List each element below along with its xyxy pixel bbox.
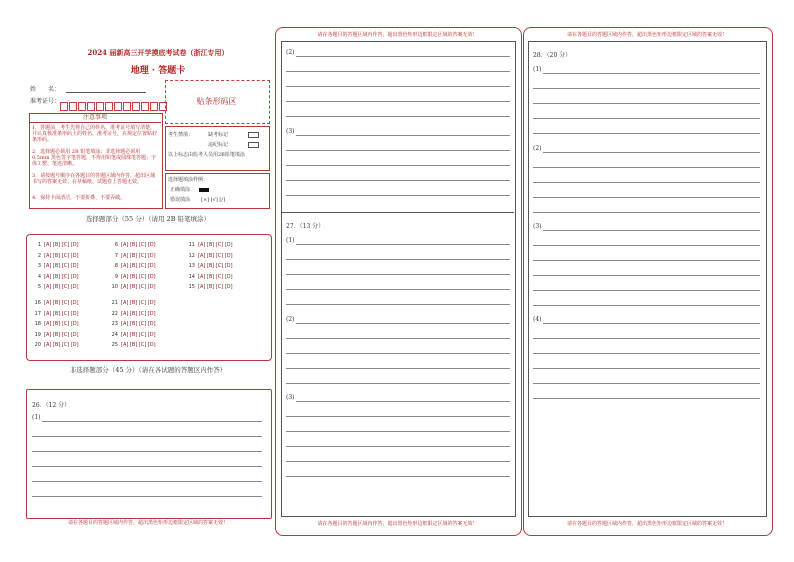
- choice-number: 23: [111, 321, 118, 327]
- choice-options[interactable]: [A] [B] [C] [D]: [44, 263, 79, 269]
- choice-number: 13: [188, 263, 195, 269]
- answer-line[interactable]: [286, 383, 510, 384]
- choice-number: 3: [37, 263, 41, 269]
- q28-part2: (2): [533, 145, 542, 152]
- choice-row[interactable]: [109, 242, 156, 248]
- violation-label: 违纪标记: [208, 142, 229, 148]
- absent-checkbox[interactable]: [248, 132, 259, 138]
- choice-number: 5: [37, 284, 41, 290]
- choice-row[interactable]: [109, 253, 156, 259]
- choice-row[interactable]: [186, 253, 233, 259]
- choice-number: 9: [114, 273, 118, 280]
- answer-line[interactable]: [533, 383, 760, 384]
- answer-line[interactable]: [286, 165, 510, 166]
- answer-line[interactable]: [286, 476, 510, 477]
- choice-options[interactable]: [A] [B] [C] [D]: [198, 263, 233, 269]
- choice-row[interactable]: [109, 300, 156, 306]
- choice-row[interactable]: [109, 342, 156, 348]
- choice-number: 16: [34, 300, 41, 306]
- fill-example-title: 选择题填涂样例：: [168, 177, 209, 183]
- answer-line[interactable]: [286, 274, 510, 275]
- answer-line[interactable]: [286, 259, 510, 260]
- choice-number: 22: [111, 310, 118, 317]
- violation-checkbox[interactable]: [248, 142, 259, 148]
- choice-number: 1: [37, 242, 41, 248]
- choice-options[interactable]: [A] [B] [C] [D]: [121, 252, 156, 259]
- choice-options[interactable]: [A] [B] [C] [D]: [121, 242, 156, 248]
- answer-line[interactable]: [543, 73, 760, 74]
- q27-part1: (1): [286, 237, 295, 244]
- answer-line[interactable]: [296, 56, 510, 57]
- answer-line[interactable]: [533, 245, 760, 246]
- name-field[interactable]: [66, 92, 146, 93]
- choice-row[interactable]: [186, 274, 233, 280]
- choice-row[interactable]: [32, 263, 79, 269]
- notice-title: 注意事项: [29, 114, 161, 123]
- choice-number: 2: [37, 252, 41, 259]
- answer-line[interactable]: [533, 398, 760, 399]
- choice-row[interactable]: [186, 263, 233, 269]
- footer-warning: 请在各题目的答题区域内作答，超出黑色矩形边框限定区域的答案无效！: [566, 521, 727, 527]
- nonchoice-section-title: 非选择题部分（45 分）（请在各试题的答题区内作答）: [69, 366, 227, 374]
- answer-line[interactable]: [32, 466, 262, 467]
- q27-part2: (2): [286, 316, 295, 323]
- choice-number: 6: [114, 242, 118, 248]
- answer-line[interactable]: [286, 86, 510, 87]
- choice-row[interactable]: [109, 311, 156, 317]
- answer-line[interactable]: [286, 101, 510, 102]
- status-note: 以上标志由监考人员用2B铅笔填涂: [168, 152, 245, 158]
- footer-warning: 请在各题目的答题区域内作答，超出黑色矩形边框限定区域的答案无效！: [317, 521, 478, 527]
- wrong-fill-marks: [×] [√] [/]: [201, 197, 225, 203]
- correct-fill-label: 正确填涂: [170, 187, 191, 193]
- choice-number: 14: [188, 273, 195, 280]
- wrong-fill-label: 错误填涂: [170, 197, 191, 203]
- choice-options[interactable]: [A] [B] [C] [D]: [44, 342, 79, 348]
- choice-options[interactable]: [A] [B] [C] [D]: [44, 252, 79, 259]
- answer-line[interactable]: [296, 244, 510, 245]
- answer-line[interactable]: [286, 116, 510, 117]
- answer-line[interactable]: [286, 461, 510, 462]
- choice-number: 7: [114, 252, 118, 259]
- answer-line[interactable]: [533, 305, 760, 306]
- choice-row[interactable]: [109, 321, 156, 327]
- answer-line[interactable]: [296, 401, 510, 402]
- choice-options[interactable]: [A] [B] [C] [D]: [121, 310, 156, 317]
- q28-part1: (1): [533, 66, 542, 73]
- choice-row[interactable]: [186, 284, 233, 290]
- col2-part3: (3): [286, 128, 295, 135]
- choice-row[interactable]: [32, 253, 79, 259]
- choice-row[interactable]: [32, 332, 79, 338]
- choice-row[interactable]: [32, 284, 79, 290]
- name-label: 姓 名：: [30, 86, 61, 93]
- answer-line[interactable]: [286, 446, 510, 447]
- exam-title: 2024 届新高三开学摸底考试卷（浙江专用）: [87, 48, 229, 57]
- answer-line[interactable]: [286, 338, 510, 339]
- choice-number: 10: [111, 284, 118, 290]
- answer-line[interactable]: [533, 212, 760, 213]
- answer-line[interactable]: [32, 436, 262, 437]
- notice-item: 1．答题前，考生先将自己的姓名、准考证号填写清楚，并认真核准条形码上的姓名、准考证号，在规定位置贴好条形码。: [32, 125, 158, 143]
- answer-line[interactable]: [533, 260, 760, 261]
- answer-line[interactable]: [42, 421, 262, 422]
- answer-line[interactable]: [286, 180, 510, 181]
- answer-line[interactable]: [533, 103, 760, 104]
- choice-row[interactable]: [109, 332, 156, 338]
- notice-item: 3．请按题号顺序在各题目的答题区域内作答，超出区域书写的答案无效；在草稿纸、试题卷上答题无效。: [32, 173, 156, 185]
- answer-line[interactable]: [533, 368, 760, 369]
- answer-line[interactable]: [296, 323, 510, 324]
- choice-section-title: 选择题部分（55 分）（请用 2B 铅笔填涂）: [85, 215, 211, 223]
- choice-options[interactable]: [A] [B] [C] [D]: [44, 310, 79, 317]
- answer-line[interactable]: [533, 182, 760, 183]
- choice-options[interactable]: [A] [B] [C] [D]: [121, 300, 156, 306]
- answer-line[interactable]: [296, 135, 510, 136]
- notice-item: 4．保持卡面清洁，不要折叠、不要弄破。: [32, 195, 126, 201]
- header-warning: 请在各题目的答题区域内作答，超出黑色矩形边框限定区域的答案无效！: [566, 32, 727, 38]
- absent-label: 缺考标记: [208, 132, 229, 138]
- choice-row[interactable]: [32, 311, 79, 317]
- choice-row[interactable]: [109, 263, 156, 269]
- choice-row[interactable]: [32, 242, 79, 248]
- answer-line[interactable]: [286, 368, 510, 369]
- choice-number: 18: [34, 321, 41, 327]
- answer-line[interactable]: [286, 195, 510, 196]
- choice-number: 19: [34, 331, 41, 338]
- choice-options[interactable]: [A] [B] [C] [D]: [44, 242, 79, 248]
- choice-options[interactable]: [A] [B] [C] [D]: [121, 321, 156, 327]
- choice-number: 4: [37, 273, 41, 280]
- answer-line[interactable]: [32, 451, 262, 452]
- status-label: 考生禁填：: [168, 132, 194, 138]
- choice-options[interactable]: [A] [B] [C] [D]: [121, 342, 156, 348]
- choice-row[interactable]: [186, 242, 233, 248]
- choice-options[interactable]: [A] [B] [C] [D]: [44, 300, 79, 306]
- q27-part3: (3): [286, 394, 295, 401]
- choice-number: 25: [111, 342, 118, 348]
- barcode-label: 贴条形码区: [196, 97, 237, 106]
- choice-options[interactable]: [A] [B] [C] [D]: [121, 284, 156, 290]
- choice-options[interactable]: [A] [B] [C] [D]: [121, 331, 156, 338]
- choice-number: 24: [111, 331, 118, 338]
- answer-line[interactable]: [286, 304, 510, 305]
- answer-line[interactable]: [533, 88, 760, 89]
- answer-line[interactable]: [533, 290, 760, 291]
- notice-item: 2．选择题必须用 2B 铅笔填涂；非选择题必须用 0.5mm 黑色签字笔答题，不得用铅笔或圆珠笔答题；字体工整、笔迹清晰。: [32, 149, 157, 167]
- answer-line[interactable]: [533, 133, 760, 134]
- choice-number: 8: [114, 263, 118, 269]
- q26-part1: (1): [32, 414, 41, 421]
- answer-line[interactable]: [32, 496, 262, 497]
- correct-fill-mark: [199, 188, 209, 192]
- q28-part4: (4): [533, 316, 542, 323]
- column3-inner: [528, 41, 767, 517]
- choice-row[interactable]: [32, 300, 79, 306]
- answer-line[interactable]: [543, 323, 760, 324]
- choice-row[interactable]: [109, 274, 156, 280]
- q26-title: 26．（12 分）: [32, 402, 71, 409]
- answer-line[interactable]: [286, 416, 510, 417]
- answer-line[interactable]: [543, 152, 760, 153]
- choice-options[interactable]: [A] [B] [C] [D]: [198, 252, 233, 259]
- choice-options[interactable]: [A] [B] [C] [D]: [198, 273, 233, 280]
- choice-number: 15: [188, 284, 195, 290]
- subject-title: 地理 · 答题卡: [130, 66, 186, 76]
- answer-line[interactable]: [286, 289, 510, 290]
- answer-line[interactable]: [286, 71, 510, 72]
- choice-number: 21: [111, 300, 118, 306]
- answer-line[interactable]: [533, 167, 760, 168]
- answer-line[interactable]: [533, 338, 760, 339]
- choice-row[interactable]: [109, 284, 156, 290]
- choice-number: 20: [34, 342, 41, 348]
- answer-line[interactable]: [533, 197, 760, 198]
- choice-row[interactable]: [32, 321, 79, 327]
- choice-options[interactable]: [A] [B] [C] [D]: [121, 273, 156, 280]
- answer-line[interactable]: [286, 353, 510, 354]
- header-warning: 请在各题目的答题区域内作答，超出黑色矩形边框限定区域的答案无效！: [317, 32, 478, 38]
- q28-part3: (3): [533, 223, 542, 230]
- q27-divider: [281, 212, 514, 213]
- q28-title: 28．（20 分）: [533, 52, 572, 59]
- footer-warning: 请在各题目的答题区域内作答，超出黑色矩形边框限定区域的答案无效！: [67, 520, 228, 526]
- col2-part2: (2): [286, 49, 295, 56]
- choice-options[interactable]: [A] [B] [C] [D]: [44, 284, 79, 290]
- choice-number: 11: [188, 242, 195, 248]
- answer-line[interactable]: [533, 353, 760, 354]
- choice-options[interactable]: [A] [B] [C] [D]: [44, 321, 79, 327]
- answer-line[interactable]: [286, 431, 510, 432]
- answer-line[interactable]: [533, 118, 760, 119]
- choice-number: 17: [34, 310, 41, 317]
- choice-row[interactable]: [32, 342, 79, 348]
- choice-options[interactable]: [A] [B] [C] [D]: [44, 331, 79, 338]
- q27-title: 27．（13 分）: [286, 223, 325, 230]
- answer-line[interactable]: [286, 150, 510, 151]
- choice-options[interactable]: [A] [B] [C] [D]: [121, 263, 156, 269]
- answer-line[interactable]: [533, 275, 760, 276]
- choice-row[interactable]: [32, 274, 79, 280]
- answer-line[interactable]: [32, 481, 262, 482]
- answer-line[interactable]: [543, 230, 760, 231]
- choice-options[interactable]: [A] [B] [C] [D]: [198, 242, 233, 248]
- choice-number: 12: [188, 252, 195, 259]
- choice-options[interactable]: [A] [B] [C] [D]: [198, 284, 233, 290]
- choice-options[interactable]: [A] [B] [C] [D]: [44, 273, 79, 280]
- id-label: 准考证号：: [30, 98, 61, 105]
